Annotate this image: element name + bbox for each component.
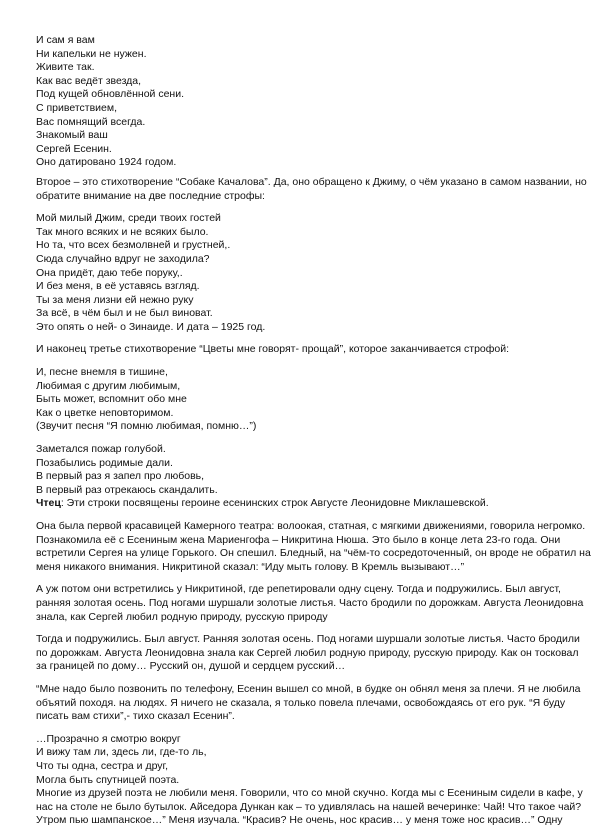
text-line: обратите внимание на две последние строфы: xyxy=(36,189,265,202)
text-line: Она была первой красавицей Камерного театра: волоокая, статная, с мягкими движениями, говорила негромко. xyxy=(36,520,586,532)
text-line: меня никакого внимания. Никритиной сказал: “Иду мыть голову. В Кремль вызывают…” xyxy=(36,560,465,573)
verse-line: Под кущей обновлённой сени. xyxy=(36,88,184,101)
text-line: за границей по дому… Русский он, душой и сердцем русский… xyxy=(36,660,346,673)
verse-line: И вижу там ли, здесь ли, где-то ль, xyxy=(36,746,207,759)
document-page xyxy=(36,34,591,828)
verse-line: Вас помнящий всегда. xyxy=(36,115,146,128)
verse-line: Мой милый Джим, среди твоих гостей xyxy=(36,212,221,225)
text-line: писать вам стихи”,- тихо сказал Есенин”. xyxy=(36,710,235,723)
verse-line: Но та, что всех безмолвней и грустней,. xyxy=(36,239,231,252)
paragraph-third-poem xyxy=(36,343,581,357)
verse-line: Ты за меня лизни ей нежно руку xyxy=(36,293,194,306)
verse-line: Как о цветке неповторимом. xyxy=(36,406,174,419)
paragraph-second-poem xyxy=(36,175,587,203)
verse-line: Заметался пожар голубой. xyxy=(36,443,166,456)
verse-line: В первый раз я запел про любовь, xyxy=(36,470,205,483)
dog-poem-verse xyxy=(36,212,581,334)
verse-line: Она придёт, даю тебе поруку,. xyxy=(36,266,183,279)
text-line: Утром пью шампанское…” Меня изучала. “Красив? Не очень, нос красив… у меня тоже нос красив…” Одну xyxy=(36,814,563,827)
verse-line: Так много всяких и не всяких было. xyxy=(36,225,209,238)
verse-line: Ни капельки не нужен. xyxy=(36,47,147,60)
fire-poem-verse xyxy=(36,443,581,511)
reader-remark-text: : Эти строки посвящены героине есенинских строк Августе Леонидовне Миклашевской. xyxy=(60,497,489,510)
paragraph-autumn xyxy=(36,633,581,674)
paragraph-telephone xyxy=(36,683,581,724)
verse-line: И, песне внемля в тишине, xyxy=(36,366,168,379)
verse-line: Быть может, вспомнит обо мне xyxy=(36,393,187,406)
verse-line: Как вас ведёт звезда, xyxy=(36,74,142,87)
text-line: знала, как Сергей любил родную природу, русскую природу xyxy=(36,610,328,623)
verse-line: Это опять о ней- о Зинаиде. И дата – 1925 год. xyxy=(36,320,266,333)
verse-line: Сергей Есенин. xyxy=(36,142,112,155)
stage-direction: (Звучит песня “Я помню любимая, помню…”) xyxy=(36,420,257,433)
paragraph-meeting xyxy=(36,583,584,624)
reader-remark xyxy=(36,497,581,511)
text-line: объятий походя. на людях. Я ничего не сказала, я только повела плечами, освобождаясь от его рук. “Я буду xyxy=(36,696,566,709)
verse-line: Оно датировано 1924 годом. xyxy=(36,156,177,169)
verse-line: …Прозрачно я смотрю вокруг xyxy=(36,732,181,745)
text-line: ранняя золотая осень. Под ногами шуршали золотые листья. Часто бродили по дорожкам. Августа Леонидовна xyxy=(36,596,584,609)
text-line: Познакомила её с Есениным жена Мариенгофа – Никритина Нюша. Это было в конце лета 23-го года. Они xyxy=(36,533,561,546)
verse-line: Знакомый ваш xyxy=(36,129,108,142)
verse-line: Любимая с другим любимым, xyxy=(36,379,181,392)
letter-verse xyxy=(36,34,581,170)
verse-line: И без меня, в её уставясь взгляд. xyxy=(36,280,200,293)
text-line: Тогда и подружились. Был август. Ранняя золотая осень. Под ногами шуршали золотые листья. Часто бродили xyxy=(36,633,580,646)
text-line: И наконец третье стихотворение “Цветы мне говорят- прощай”, которое заканчивается строфой: xyxy=(36,343,510,356)
verse-line: В первый раз отрекаюсь скандалить. xyxy=(36,483,218,496)
reader-role-label: Чтец xyxy=(36,497,61,510)
flowers-poem-verse xyxy=(36,366,581,434)
paragraph-actress xyxy=(36,520,591,574)
verse-line: Сюда случайно вдруг не заходила? xyxy=(36,252,210,265)
text-line: нас на столе не было бутылок. Айседора Дункан как – то удивлялась на нашей вечеринке: Чай! Что такое чай? xyxy=(36,800,582,813)
verse-line: С приветствием, xyxy=(36,101,118,114)
verse-line: Позабылись родимые дали. xyxy=(36,456,173,469)
verse-line: Что ты одна, сестра и друг, xyxy=(36,759,169,772)
text-line: Второе – это стихотворение “Собаке Качалова”. Да, оно обращено к Джиму, о чём указано в самом названии, но xyxy=(36,175,587,188)
text-line: по дорожкам. Августа Леонидовна знала как Сергей любил родную природу, русскую природу. Как он тосковал xyxy=(36,646,579,659)
companion-poem-verse xyxy=(36,733,581,828)
verse-line: Могла быть спутницей поэта. xyxy=(36,773,180,786)
verse-line: За всё, в чём был и не был виноват. xyxy=(36,307,213,320)
text-line: А уж потом они встретились у Никритиной, где репетировали одну сцену. Тогда и подружились. Был август, xyxy=(36,583,561,596)
verse-line: И сам я вам xyxy=(36,34,95,46)
verse-line: Живите так. xyxy=(36,61,95,74)
text-line: “Мне надо было позвонить по телефону, Есенин вышел со мной, в будке он обнял меня за плечи. Я не любила xyxy=(36,682,581,695)
text-line: встретили Сергея на улице Горького. Он спешил. Бледный, на “чём-то сосредоточенный, он вроде не обратил на xyxy=(36,547,591,560)
text-line: Многие из друзей поэта не любили меня. Говорили, что со мной скучно. Когда мы с Есениным сидели в кафе, у xyxy=(36,787,583,800)
